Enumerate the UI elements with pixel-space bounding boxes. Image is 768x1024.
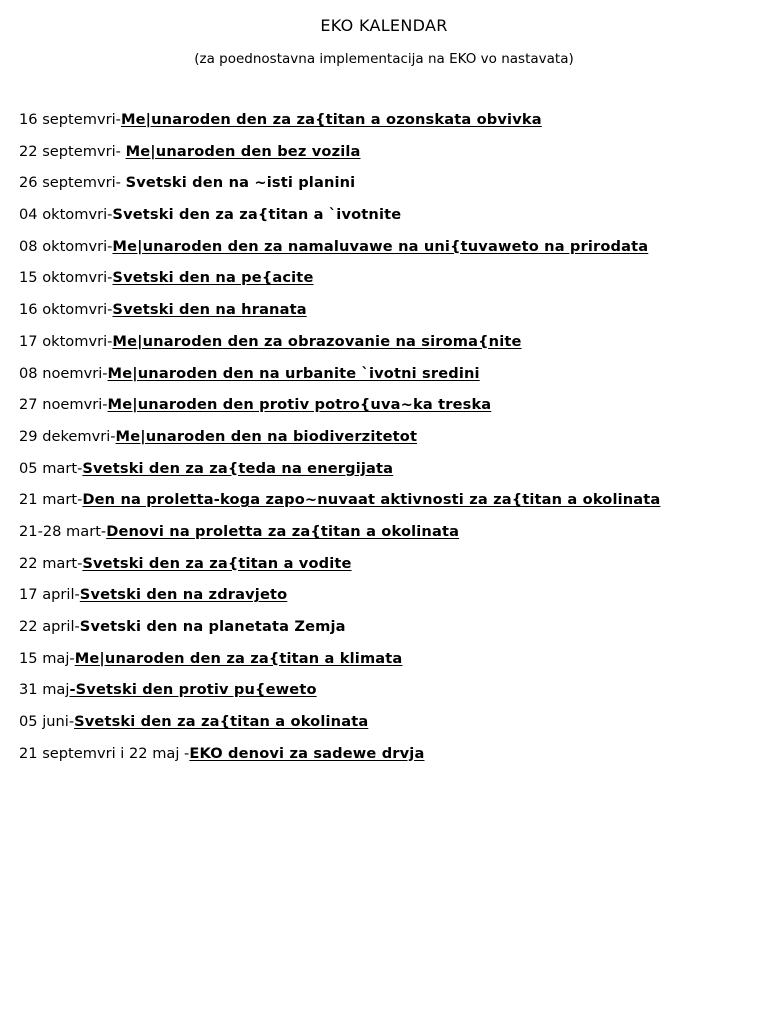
event-name: Svetski den na pe{acite bbox=[112, 269, 314, 287]
event-date: 21 mart- bbox=[19, 491, 83, 509]
event-name: Me|unaroden den za za{titan a ozonskata obvivka bbox=[120, 111, 542, 128]
event-item bbox=[19, 395, 758, 427]
event-name: Svetski den za za{titan a okolinata bbox=[74, 713, 369, 731]
event-date: 08 noemvri- bbox=[19, 364, 108, 382]
event-item bbox=[19, 237, 758, 269]
event-date: 21-28 mart- bbox=[19, 522, 107, 540]
event-name: Svetski den na planetata Zemja bbox=[79, 618, 346, 635]
event-date: 31 maj bbox=[19, 681, 70, 699]
event-list bbox=[19, 110, 758, 775]
event-item bbox=[19, 110, 758, 142]
document-subtitle: (za poednostavna implementacija na EKO vo nastavata) bbox=[194, 51, 574, 67]
event-date: 22 april- bbox=[19, 618, 80, 635]
event-date: 16 septemvri- bbox=[19, 111, 121, 128]
event-item bbox=[19, 680, 758, 712]
event-date: 22 mart- bbox=[19, 554, 83, 572]
event-date: 21 septemvri i 22 maj - bbox=[19, 744, 190, 762]
event-name: Me|unaroden den za za{titan a klimata bbox=[74, 649, 403, 667]
event-date: 27 noemvri- bbox=[19, 396, 108, 414]
event-name: Svetski den za za{titan a `ivotnite bbox=[112, 206, 402, 224]
event-date: 05 juni- bbox=[19, 713, 75, 731]
event-item bbox=[19, 490, 758, 522]
event-date: 22 septemvri- bbox=[19, 142, 126, 160]
event-name: Svetski den na zdravjeto bbox=[79, 586, 288, 604]
event-name: Svetski den za za{titan a vodite bbox=[82, 554, 352, 572]
event-item bbox=[19, 142, 758, 174]
event-date: 15 oktomvri- bbox=[19, 269, 113, 287]
event-date: 29 dekemvri- bbox=[19, 427, 116, 445]
event-item bbox=[19, 300, 758, 332]
event-name: Me|unaroden den za namaluvawe na uni{tuvaweto na prirodata bbox=[112, 237, 649, 255]
event-item bbox=[19, 332, 758, 364]
event-name: Denovi na proletta za za{titan a okolinata bbox=[106, 522, 460, 540]
event-name: Den na proletta-koga zapo~nuvaat aktivnosti za za{titan a okolinata bbox=[82, 491, 661, 509]
document-title: EKO KALENDAR bbox=[320, 16, 448, 35]
event-date: 05 mart- bbox=[19, 459, 83, 477]
event-item bbox=[19, 649, 758, 681]
event-item bbox=[19, 268, 758, 300]
event-item bbox=[19, 554, 758, 586]
event-item bbox=[19, 522, 758, 554]
event-date: 04 oktomvri- bbox=[19, 206, 113, 224]
event-item bbox=[19, 205, 758, 237]
event-name: Me|unaroden den na biodiverzitetot bbox=[115, 427, 418, 445]
event-item bbox=[19, 173, 758, 205]
event-item bbox=[19, 617, 758, 649]
event-date: 15 maj- bbox=[19, 649, 75, 667]
event-name: Svetski den za za{teda na energijata bbox=[82, 459, 394, 477]
event-date: 26 septemvri- bbox=[19, 174, 126, 192]
event-date: 08 oktomvri- bbox=[19, 237, 113, 255]
event-item bbox=[19, 459, 758, 491]
event-name: Me|unaroden den bez vozila bbox=[125, 142, 361, 160]
event-item bbox=[19, 712, 758, 744]
event-item bbox=[19, 427, 758, 459]
event-name: -Svetski den protiv pu{eweto bbox=[69, 681, 317, 699]
event-name: EKO denovi za sadewe drvja bbox=[189, 744, 425, 762]
event-date: 17 oktomvri- bbox=[19, 332, 113, 350]
event-item bbox=[19, 364, 758, 396]
event-item bbox=[19, 585, 758, 617]
event-name: Svetski den na hranata bbox=[112, 301, 307, 319]
event-date: 16 oktomvri- bbox=[19, 301, 113, 319]
event-item bbox=[19, 744, 758, 776]
event-name: Me|unaroden den protiv potro{uva~ka treska bbox=[107, 396, 492, 414]
event-name: Me|unaroden den za obrazovanie na siroma{nite bbox=[112, 332, 522, 350]
event-date: 17 april- bbox=[19, 586, 80, 604]
event-name: Svetski den na ~isti planini bbox=[125, 174, 356, 192]
event-name: Me|unaroden den na urbanite `ivotni sredini bbox=[107, 364, 480, 382]
